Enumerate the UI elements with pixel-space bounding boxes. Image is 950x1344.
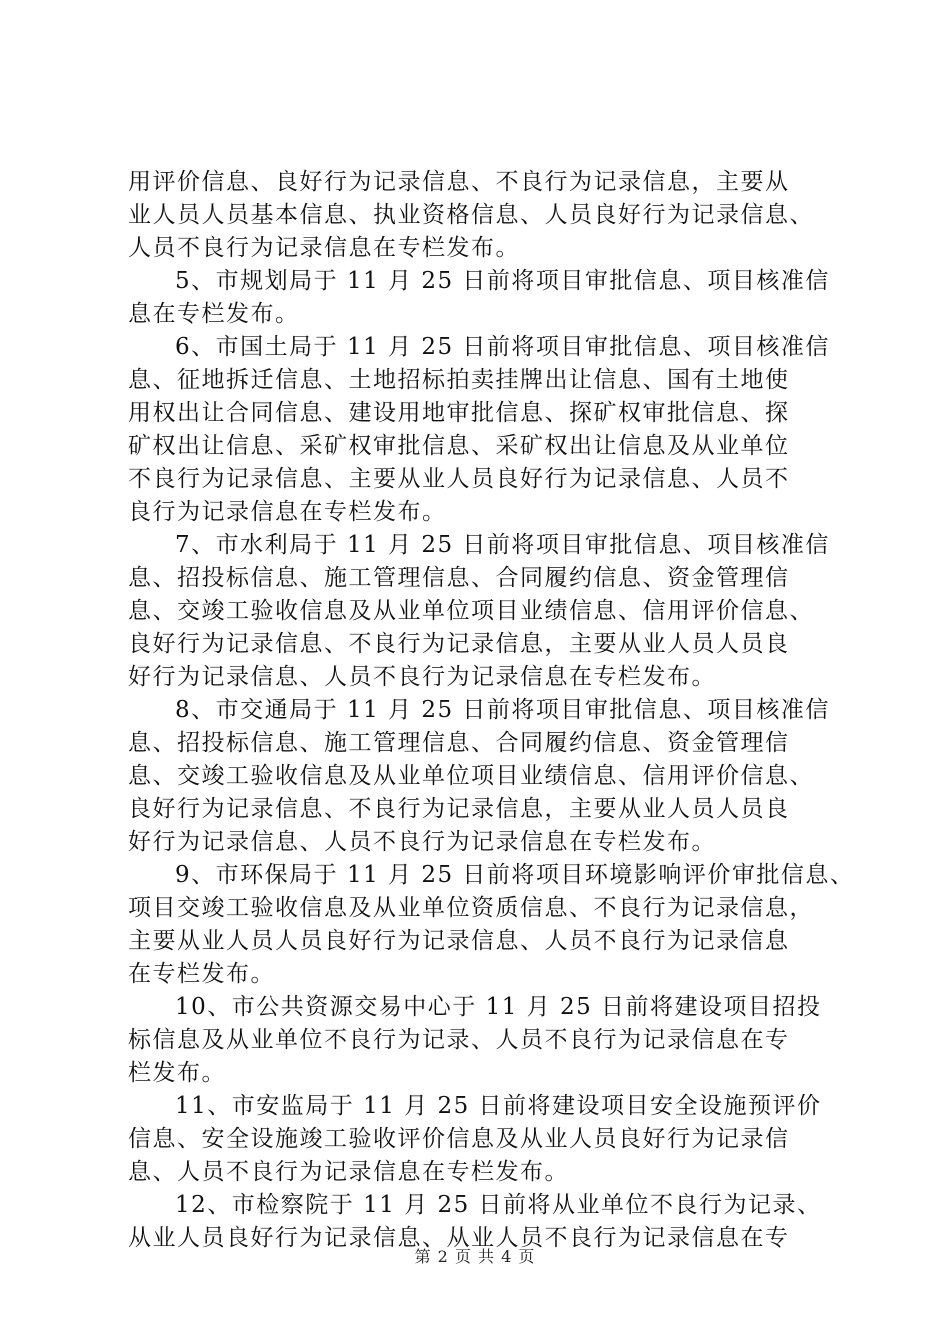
- text-line: 用评价信息、良好行为记录信息、不良行为记录信息，主要从: [128, 169, 790, 195]
- text-line: 8、市交通局于 11 月 25 日前将项目审批信息、项目核准信: [175, 697, 830, 723]
- text-line: 10、市公共资源交易中心于 11 月 25 日前将建设项目招投: [175, 994, 822, 1020]
- text-line: 12、市检察院于 11 月 25 日前将从业单位不良行为记录、: [175, 1192, 822, 1218]
- text-line: 主要从业人员人员良好行为记录信息、人员不良行为记录信息: [128, 928, 790, 954]
- text-line: 信息、安全设施竣工验收评价信息及从业人员良好行为记录信: [128, 1126, 790, 1152]
- text-line: 好行为记录信息、人员不良行为记录信息在专栏发布。: [128, 664, 716, 690]
- text-line: 息、征地拆迁信息、土地招标拍卖挂牌出让信息、国有土地使: [128, 367, 790, 393]
- text-line: 从业人员良好行为记录信息、从业人员不良行为记录信息在专: [128, 1225, 790, 1251]
- text-line: 11、市安监局于 11 月 25 日前将建设项目安全设施预评价: [175, 1093, 822, 1119]
- text-line: 在专栏发布。: [128, 961, 275, 987]
- text-line: 良行为记录信息在专栏发布。: [128, 499, 447, 525]
- text-line: 7、市水利局于 11 月 25 日前将项目审批信息、项目核准信: [175, 532, 830, 558]
- text-line: 标信息及从业单位不良行为记录、人员不良行为记录信息在专: [128, 1027, 790, 1053]
- text-line: 息、人员不良行为记录信息在专栏发布。: [128, 1159, 569, 1185]
- text-line: 息在专栏发布。: [128, 301, 300, 327]
- text-line: 用权出让合同信息、建设用地审批信息、探矿权审批信息、探: [128, 400, 790, 426]
- body-text: [128, 166, 855, 1255]
- text-line: 栏发布。: [128, 1060, 226, 1086]
- text-line: 息、交竣工验收信息及从业单位项目业绩信息、信用评价信息、: [128, 598, 814, 624]
- text-line: 良好行为记录信息、不良行为记录信息，主要从业人员人员良: [128, 796, 790, 822]
- text-line: 矿权出让信息、采矿权审批信息、采矿权出让信息及从业单位: [128, 433, 790, 459]
- text-line: 9、市环保局于 11 月 25 日前将项目环境影响评价审批信息、: [175, 862, 855, 888]
- text-line: 良好行为记录信息、不良行为记录信息，主要从业人员人员良: [128, 631, 790, 657]
- text-line: 业人员人员基本信息、执业资格信息、人员良好行为记录信息、: [128, 202, 814, 228]
- page-footer: 第 2 页 共 4 页: [414, 1247, 536, 1266]
- text-line: 人员不良行为记录信息在专栏发布。: [128, 235, 520, 261]
- text-line: 5、市规划局于 11 月 25 日前将项目审批信息、项目核准信: [175, 268, 830, 294]
- text-line: 6、市国土局于 11 月 25 日前将项目审批信息、项目核准信: [175, 334, 830, 360]
- text-line: 息、交竣工验收信息及从业单位项目业绩信息、信用评价信息、: [128, 763, 814, 789]
- text-line: 息、招投标信息、施工管理信息、合同履约信息、资金管理信: [128, 730, 790, 756]
- text-line: 好行为记录信息、人员不良行为记录信息在专栏发布。: [128, 829, 716, 855]
- text-line: 息、招投标信息、施工管理信息、合同履约信息、资金管理信: [128, 565, 790, 591]
- text-line: 项目交竣工验收信息及从业单位资质信息、不良行为记录信息，: [128, 895, 814, 921]
- text-line: 不良行为记录信息、主要从业人员良好行为记录信息、人员不: [128, 466, 790, 492]
